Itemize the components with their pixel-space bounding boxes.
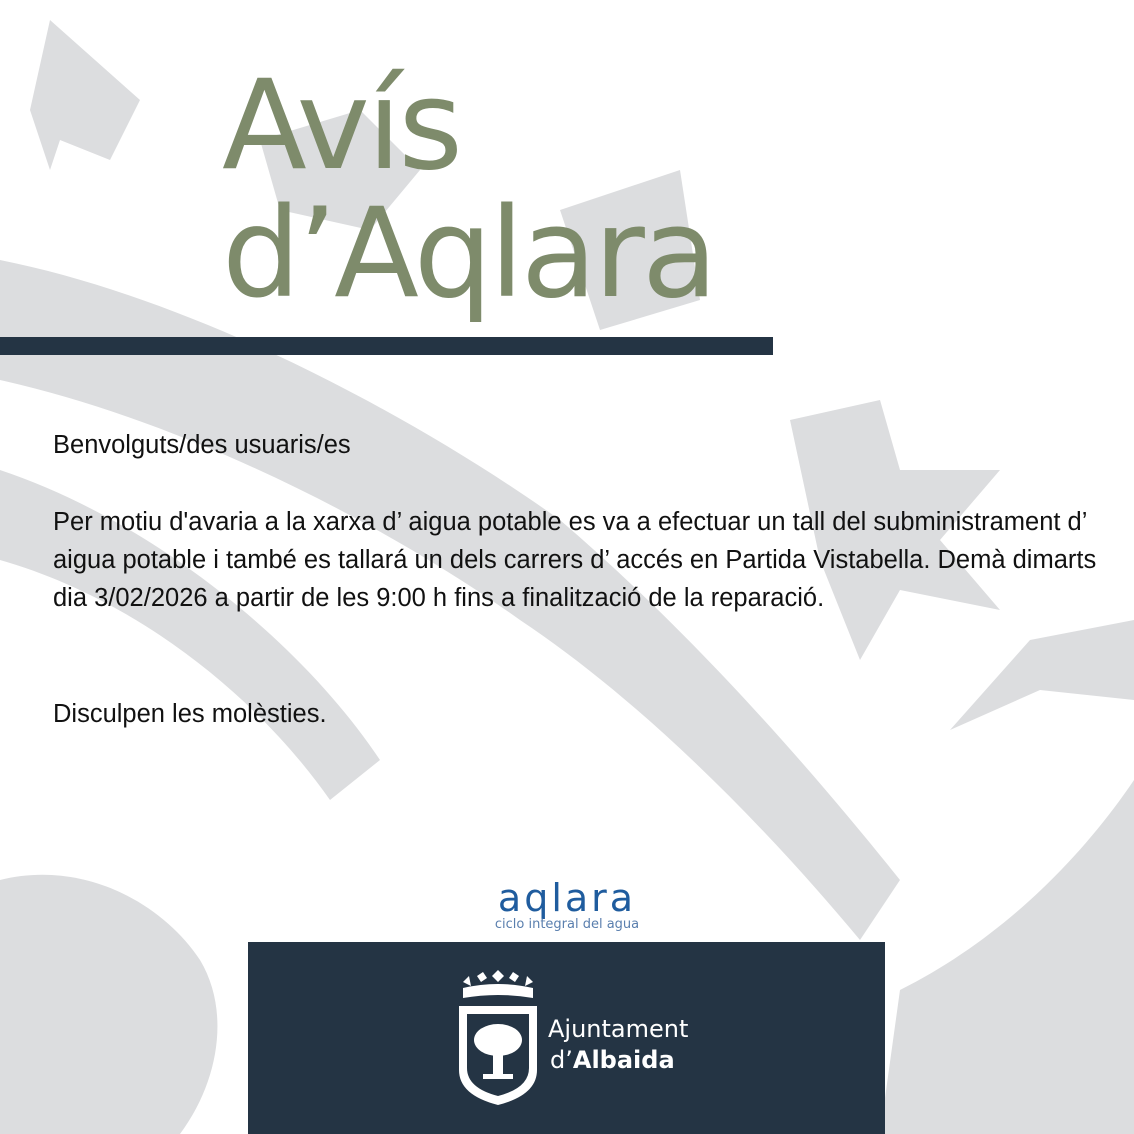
aqlara-logo-name: aqlara bbox=[497, 876, 637, 920]
ajuntament-line-1: Ajuntament bbox=[548, 1015, 689, 1043]
title-line-1: Avís bbox=[222, 54, 460, 198]
ajuntament-prefix: d’ bbox=[550, 1046, 573, 1074]
aqlara-logo-tagline: ciclo integral del agua bbox=[494, 917, 640, 932]
notice-paragraph: Per motiu d'avaria a la xarxa d’ aigua potable es va a efectuar un tall del subministrament d’ aigua potable i també es tallará un dels carrers d’ accés en Partida Vistabella. Demà dimarts dia 3/02/2026 a partir de les 9:00 h fins a finalització de la reparació. bbox=[53, 508, 1097, 612]
closing: Disculpen les molèsties. bbox=[53, 700, 327, 728]
ajuntament-line-2 bbox=[550, 1046, 675, 1074]
crest-icon bbox=[453, 970, 543, 1110]
title-divider bbox=[0, 337, 773, 355]
ajuntament-town: Albaida bbox=[572, 1046, 675, 1074]
aqlara-logo bbox=[492, 878, 642, 932]
greeting: Benvolguts/des usuaris/es bbox=[53, 431, 351, 459]
ajuntament-footer bbox=[248, 942, 885, 1134]
title-line-2: d’Aqlara bbox=[222, 182, 715, 326]
